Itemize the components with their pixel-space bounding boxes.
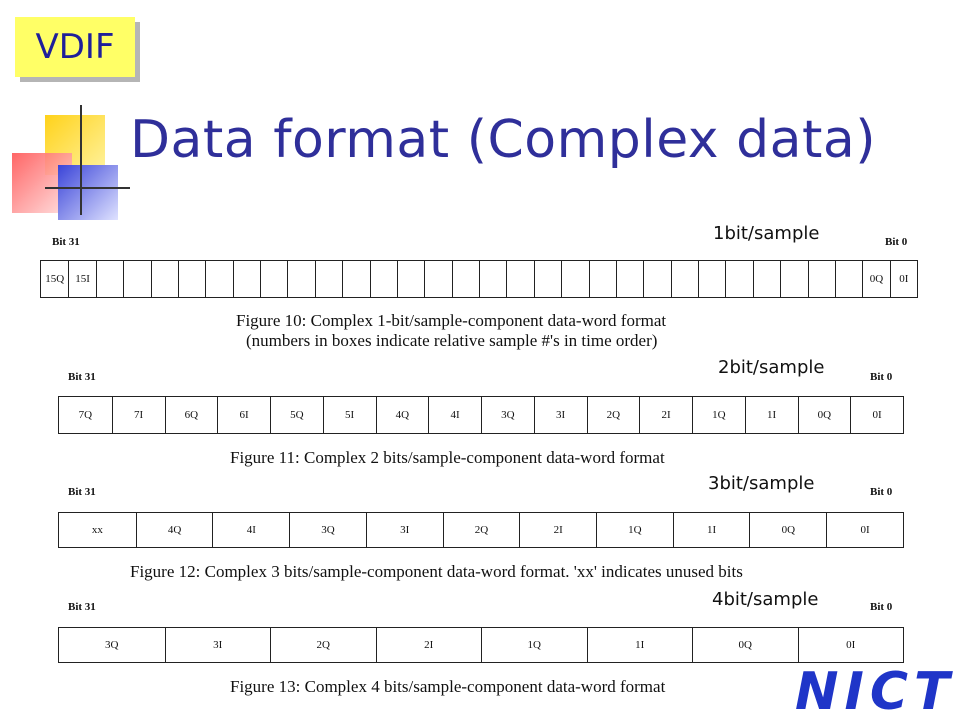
figure-1-bit0-label: Bit 0 [885,236,908,248]
figure-1-bit-cell [643,261,670,297]
figure-1-bit-cell [178,261,205,297]
figure-1-bit-cell [287,261,314,297]
figure-1-bit-cell [835,261,862,297]
figure-2-bit-cell: 2I [639,397,692,433]
figure-1-bit-cell [808,261,835,297]
figure-1-bit-cell [452,261,479,297]
figure-3-bit-cell: 1I [673,513,750,547]
figure-3-bit-cell: 2Q [443,513,520,547]
figure-4-bit-cell: 2Q [270,628,376,662]
figure-4-bit0-label: Bit 0 [870,601,893,613]
figure-1-bit-cell [151,261,178,297]
figure-2-bit-cell: 1I [745,397,798,433]
figure-3-bit-cell: 3I [366,513,443,547]
figure-1-bit-cell [260,261,287,297]
figure-1-bit-cell: 15I [68,261,95,297]
figure-3-bit-cell: 0Q [749,513,826,547]
figure-3-bit-cell: 4I [212,513,289,547]
figure-3-bit-cell: xx [91,524,103,536]
figure-4-bit-cell: 0I [798,628,904,662]
figure-1-bit-cell [506,261,533,297]
figure-1-caption-line-2: (numbers in boxes indicate relative sample #'s in time order) [246,331,658,350]
figure-1-bit-cell [315,261,342,297]
figure-4-bit-cell: 2I [376,628,482,662]
figure-2-bit-cell: 4I [428,397,481,433]
page-title: Data format (Complex data) [130,110,877,170]
figure-2-data-word [58,396,904,434]
figure-1-bit-cell [123,261,150,297]
figure-2-bit-cell: 5Q [270,397,323,433]
figure-3-bit31-label: Bit 31 [68,486,96,498]
figure-3-bit-cell: 0I [826,513,903,547]
figure-1-bit-cell: 0I [890,261,917,297]
figure-1-bit-cell [698,261,725,297]
figure-1-bit-cell [479,261,506,297]
figure-1-bit-cell [671,261,698,297]
figure-1-bit-cell [205,261,232,297]
figure-3-bit-cell: 2I [519,513,596,547]
figure-1-bit-cell [233,261,260,297]
figure-2-bit-cell: 3Q [481,397,534,433]
figure-1-caption-line-1: Figure 10: Complex 1-bit/sample-component data-word format [236,311,667,330]
figure-2-bit31-label: Bit 31 [68,371,96,383]
figure-3-data-word [58,512,904,548]
figure-1-bit-cell [534,261,561,297]
figure-2-bit0-label: Bit 0 [870,371,893,383]
figure-2-bit-cell: 7Q [78,409,93,421]
figure-1-bit31-label: Bit 31 [52,236,80,248]
figure-2-bit-cell: 6I [217,397,270,433]
figure-3-bit-cell: 1Q [596,513,673,547]
figure-3-bit-cell: 3Q [289,513,366,547]
figure-4-bit-cell: 1Q [481,628,587,662]
figure-2-bit-cell: 1Q [692,397,745,433]
figure-3-bit0-label: Bit 0 [870,486,893,498]
figure-4-bit-cell: 0Q [692,628,798,662]
figure-4-caption: Figure 13: Complex 4 bits/sample-component data-word format [230,677,666,696]
figure-1-sample-label: 1bit/sample [713,223,820,244]
figure-1-bit-cell [780,261,807,297]
figure-1-bit-cell [342,261,369,297]
figure-2-bit-cell: 2Q [587,397,640,433]
figure-2-bit-cell: 6Q [165,397,218,433]
figure-1-bit-cell [96,261,123,297]
figure-1-bit-cell [616,261,643,297]
figure-2-bit-cell: 3I [534,397,587,433]
figure-2-caption: Figure 11: Complex 2 bits/sample-component data-word format [230,448,665,467]
figure-1-bit-cell [424,261,451,297]
figure-3-sample-label: 3bit/sample [708,473,815,494]
figure-4-bit-cell: 3Q [105,639,119,651]
figure-4-bit31-label: Bit 31 [68,601,96,613]
figure-4-bit-cell: 3I [165,628,271,662]
figure-1-data-word [40,260,918,298]
figure-2-bit-cell: 7I [112,397,165,433]
figure-4-sample-label: 4bit/sample [712,589,819,610]
figure-3-bit-cell: 4Q [136,513,213,547]
figure-1-bit-cell [725,261,752,297]
figure-2-bit-cell: 4Q [376,397,429,433]
figure-4-bit-cell: 1I [587,628,693,662]
figure-2-bit-cell: 0Q [798,397,851,433]
figure-4-data-word [58,627,904,663]
vdif-badge: VDIF [15,17,135,77]
figure-1-bit-cell: 0Q [862,261,889,297]
figure-1-bit-cell [561,261,588,297]
nict-logo: NICT [795,662,956,722]
figure-3-caption: Figure 12: Complex 3 bits/sample-component data-word format. 'xx' indicates unused bits [130,562,743,581]
figure-2-bit-cell: 5I [323,397,376,433]
figure-1-bit-cell [370,261,397,297]
figure-1-bit-cell [753,261,780,297]
figure-2-bit-cell: 0I [850,397,903,433]
decorative-squares-graphic [0,95,135,225]
figure-1-bit-cell [589,261,616,297]
figure-1-bit-cell: 15Q [45,273,65,285]
figure-1-bit-cell [397,261,424,297]
figure-2-sample-label: 2bit/sample [718,357,825,378]
